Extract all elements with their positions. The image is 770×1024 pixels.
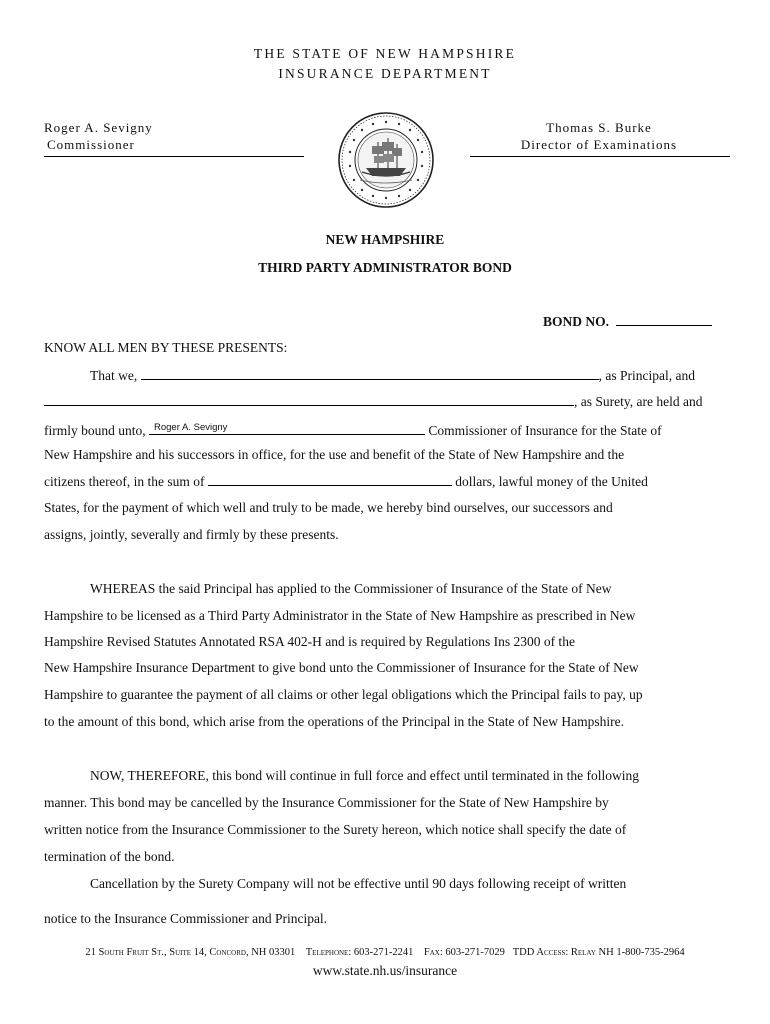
commissioner-rule [44,156,304,157]
therefore-line: manner. This bond may be cancelled by the Insurance Commissioner for the State of New Hampshire by [44,795,609,810]
commissioner-name: Roger A. Sevigny [44,120,153,135]
director-name: Thomas S. Burke [546,120,652,135]
form-title: THIRD PARTY ADMINISTRATOR BOND [258,260,512,275]
therefore-line: termination of the bond. [44,849,175,864]
surety-line [44,393,702,410]
sum-label: citizens thereof, in the sum of [44,474,205,489]
footer-website[interactable]: www.state.nh.us/insurance [312,963,458,978]
therefore-line: written notice from the Insurance Commissioner to the Surety hereon, which notice shall specify the date of [44,822,627,837]
principal-field[interactable] [141,367,599,380]
bond-number-row [543,313,712,330]
sum-suffix: dollars, lawful money of the United [455,474,648,489]
director-block [470,119,728,153]
commissioner-block [44,119,153,153]
obligee-label: firmly bound unto, [44,423,146,438]
obligee-line [44,420,662,439]
sum-field[interactable] [208,473,452,486]
footer-contact [0,947,770,958]
obligee-field[interactable] [149,420,425,435]
whereas-line: Hampshire to be licensed as a Third Party Administrator in the State of New Hampshire as prescribed in New [44,608,636,623]
surety-field[interactable] [44,393,574,406]
cancellation-line: Cancellation by the Surety Company will not be effective until 90 days following receipt of written [90,876,627,891]
obligee-value: Roger A. Sevigny [154,422,228,433]
bond-number-field[interactable] [616,313,712,326]
paragraph-line: States, for the payment of which well and truly to be made, we hereby bind ourselves, our successors and [44,500,613,515]
whereas-line: Hampshire Revised Statutes Annotated RSA 402-H and is required by Regulations Ins 2300 of the [44,634,575,649]
state-heading: THE STATE OF NEW HAMPSHIRE [253,46,517,61]
principal-line [90,367,695,384]
commissioner-title: Commissioner [47,137,135,152]
cancellation-line: notice to the Insurance Commissioner and Principal. [44,911,328,926]
paragraph-line: New Hampshire and his successors in office, for the use and benefit of the State of New Hampshire and the [44,447,625,462]
principal-label: That we, [90,368,138,383]
department-heading: INSURANCE DEPARTMENT [278,66,492,81]
footer-tdd: TDD Access: Relay NH 1-800-735-2964 [512,947,685,958]
know-all-heading: KNOW ALL MEN BY THESE PRESENTS: [44,340,288,355]
therefore-line: NOW, THEREFORE, this bond will continue in full force and effect until terminated in the following [90,768,640,783]
principal-suffix: , as Principal, and [598,368,695,383]
form-title-state: NEW HAMPSHIRE [325,232,445,247]
sum-line [44,473,648,490]
whereas-line: Hampshire to guarantee the payment of all claims or other legal obligations which the Principal fails to pay, up [44,687,643,702]
footer-fax: Fax: 603-271-7029 [423,947,505,958]
footer-telephone: Telephone: 603-271-2241 [305,947,414,958]
obligee-suffix: Commissioner of Insurance for the State of [428,423,662,438]
bond-number-label: BOND NO. [543,314,610,329]
whereas-line: WHEREAS the said Principal has applied to the Commissioner of Insurance of the State of New [90,581,612,596]
footer-address: 21 South Fruit St., Suite 14, Concord, NH 03301 [85,947,296,958]
director-rule [470,156,730,157]
whereas-line: New Hampshire Insurance Department to give bond unto the Commissioner of Insurance for the State of New [44,660,639,675]
director-title: Director of Examinations [520,137,678,152]
surety-suffix: , as Surety, are held and [574,394,703,409]
whereas-line: to the amount of this bond, which arise from the operations of the Principal in the State of New Hampshire. [44,714,624,729]
paragraph-line: assigns, jointly, severally and firmly by these presents. [44,527,339,542]
state-seal-icon [336,110,436,210]
